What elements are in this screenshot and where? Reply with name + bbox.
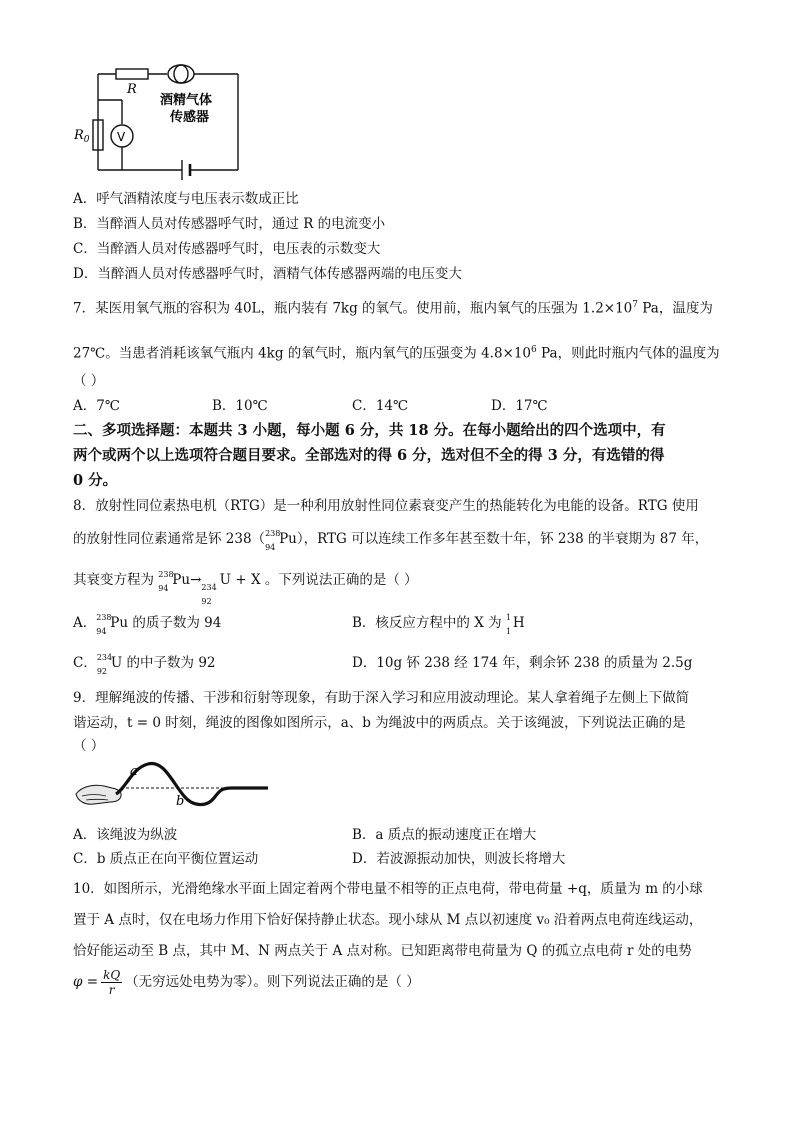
sensor-label-1: 酒精气体 [160,93,213,108]
q8-line-1: 8．放射性同位素热电机（RTG）是一种利用放射性同位素衰变产生的热能转化为电能的设备。RTG 使用 [73,498,699,514]
q6-option-a: A．呼气酒精浓度与电压表示数成正比 [73,191,299,207]
q6-option-b: B．当醉酒人员对传感器呼气时，通过 R 的电流变小 [73,216,386,232]
rope-wave-figure [72,756,272,818]
sensor-label-2: 传感器 [170,110,210,125]
q8-option-a: A． 238 94 Pu 的质子数为 94 [73,613,222,636]
label-r: R [127,82,137,97]
q10-line-3: 恰好能运动至 B 点，其中 M、N 两点关于 A 点对称。已知距离带电荷量为 Q 的孤立点电荷 r 处的电势 [73,943,692,959]
q9-line-2: 谐运动，t = 0 时刻，绳波的图像如图所示，a、b 为绳波中的两质点。关于该绳波，下列说法正确的是 [73,715,686,731]
q7-line-2: 27℃。当患者消耗该氧气瓶内 4kg 的氧气时，瓶内氧气的压强变为 $4.8\times 10^6$ Pa，则此时瓶内气体的温度为 [73,345,720,362]
q9-option-b: B．a 质点的振动速度正在增大 [352,827,537,843]
point-a-label: a [130,764,138,779]
q9-option-c: C．b 质点正在向平衡位置运动 [73,851,259,867]
q8-option-b: B．核反应方程中的 X 为 1 1 H [352,613,525,636]
q9-blank: （ ） [73,738,105,754]
q7-option-c: C．14℃ [352,398,409,414]
resistor-r [116,69,148,79]
q7-option-d: D．17℃ [491,398,548,414]
q9-option-a: A．该绳波为纵波 [73,827,178,843]
potential-formula: $\frac{kQ}{r}$ [103,967,121,997]
q7-option-b: B．10℃ [212,398,268,414]
q10-line-1: 10．如图所示，光滑绝缘水平面上固定着两个带电量不相等的正点电荷，带电荷量 +q，质量为 m 的小球 [73,881,703,897]
q8-line-2: 的放射性同位素通常是钚 238（ 238 94 Pu），RTG 可以连续工作多年甚至数十年，钚 238 的半衰期为 87 年， [73,529,709,552]
section-2-heading-line-2: 两个或两个以上选项符合题目要求。全部选对的得 6 分，选对但不全的得 3 分，有选错的得 [73,447,665,464]
q7-blank: （ ） [73,373,105,389]
voltmeter-label: V [117,130,126,144]
point-b-label: b [176,794,185,809]
q7-option-a: A．7℃ [73,398,120,414]
q6-option-c: C．当醉酒人员对传感器呼气时，电压表的示数变大 [73,241,381,257]
nuclide-pu238: 238 94 Pu [265,529,297,552]
q8-line-3: 其衰变方程为 238 94 Pu→ 234 92 U + X 。下列说法正确的是（ ） [73,570,418,606]
rope-wave [116,764,268,805]
section-2-heading-line-3: 0 分。 [73,472,118,489]
q7-line-1: 7．某医用氧气瓶的容积为 40L，瓶内装有 7kg 的氧气。使用前，瓶内氧气的压强为 $1.2\times 10^7$ Pa，温度为 [73,300,713,317]
q9-option-d: D．若波源振动加快，则波长将增大 [352,851,566,867]
label-r0: $R_0$ [74,128,90,145]
q9-line-1: 9．理解绳波的传播、干涉和衍射等现象，有助于深入学习和应用波动理论。某人拿着绳子左侧上下做简 [73,690,690,706]
q8-option-d: D．10g 钚 238 经 174 年，剩余钚 238 的质量为 2.5g [352,655,693,671]
sensor-symbol [168,65,194,83]
q10-line-4: φ = $\frac{kQ}{r}$ （无穷远处电势为零）。则下列说法正确的是（ ） [73,967,420,997]
q6-option-d: D．当醉酒人员对传感器呼气时，酒精气体传感器两端的电压变大 [73,266,462,282]
q10-line-2: 置于 A 点时，仅在电场力作用下恰好保持静止状态。现小球从 M 点以初速度 v₀ 沿着两点电荷连线运动， [73,912,703,928]
circuit-diagram [70,60,250,185]
section-2-heading-line-1: 二、多项选择题：本题共 3 小题，每小题 6 分，共 18 分。在每小题给出的四个选项中，有 [73,422,666,439]
q8-option-c: C． 234 92 U 的中子数为 92 [73,653,216,676]
